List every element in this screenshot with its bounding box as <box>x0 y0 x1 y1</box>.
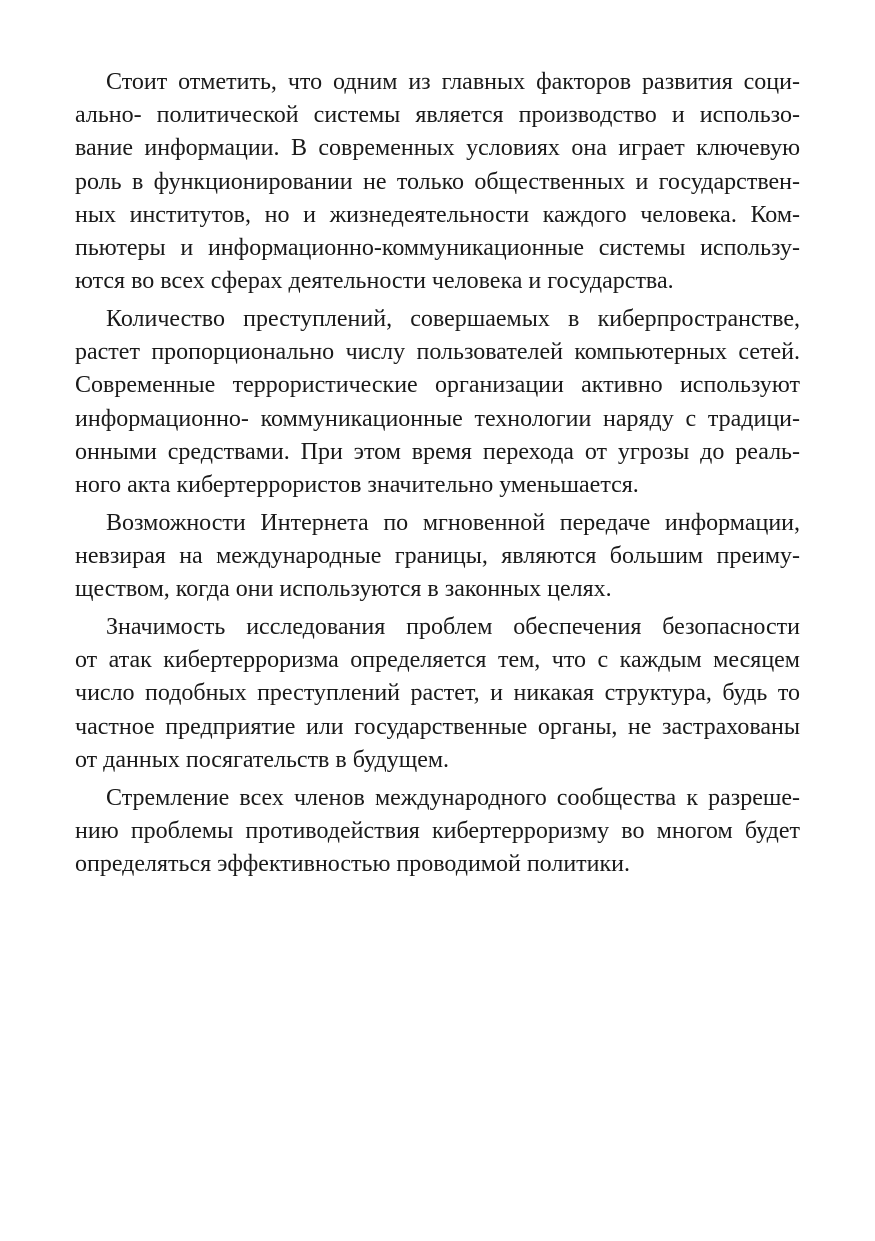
paragraph-3 <box>75 507 800 607</box>
text-line: от атак кибертерроризма определяется тем, что с каждым месяцем <box>75 647 800 674</box>
text-line: невзирая на международные границы, являются большим преиму- <box>75 543 800 570</box>
document-page <box>75 66 800 886</box>
text-line: Стремление всех членов международного сообщества к разреше- <box>106 784 800 811</box>
text-line: частное предприятие или государственные органы, не застрахованы <box>75 713 800 740</box>
text-line: растет пропорционально числу пользователей компьютерных сетей. <box>75 339 800 366</box>
paragraph-4 <box>75 611 800 777</box>
text-line: определяться эффективностью проводимой политики. <box>75 851 631 878</box>
text-line: нию проблемы противодействия кибертерроризму во многом будет <box>75 817 800 844</box>
text-line: информационно- коммуникационные технологии наряду с традици- <box>75 405 800 432</box>
text-line: ного акта кибертеррористов значительно уменьшается. <box>75 472 639 499</box>
text-line: Количество преступлений, совершаемых в киберпространстве, <box>106 306 800 333</box>
text-line: Значимость исследования проблем обеспечения безопасности <box>106 614 800 641</box>
paragraph-1 <box>75 66 800 298</box>
paragraph-2 <box>75 303 800 502</box>
text-line: Стоит отметить, что одним из главных факторов развития соци- <box>106 69 800 95</box>
text-line: онными средствами. При этом время перехода от угрозы до реаль- <box>75 438 800 465</box>
text-line: ных институтов, но и жизнедеятельности каждого человека. Ком- <box>75 201 800 228</box>
text-line: роль в функционировании не только общественных и государствен- <box>75 168 800 195</box>
text-line: пьютеры и информационно-коммуникационные системы использу- <box>75 235 800 262</box>
text-line: от данных посягательств в будущем. <box>75 746 450 773</box>
text-line: Возможности Интернета по мгновенной передаче информации, <box>106 509 800 536</box>
text-line: число подобных преступлений растет, и никакая структура, будь то <box>75 680 800 707</box>
paragraph-5 <box>75 782 800 882</box>
text-line: ются во всех сферах деятельности человека и государства. <box>75 268 674 295</box>
text-line: Современные террористические организации активно используют <box>75 372 800 399</box>
text-line: ально- политической системы является производство и использо- <box>75 102 800 129</box>
text-line: вание информации. В современных условиях она играет ключевую <box>75 135 800 162</box>
text-line: ществом, когда они используются в законных целях. <box>75 576 612 603</box>
